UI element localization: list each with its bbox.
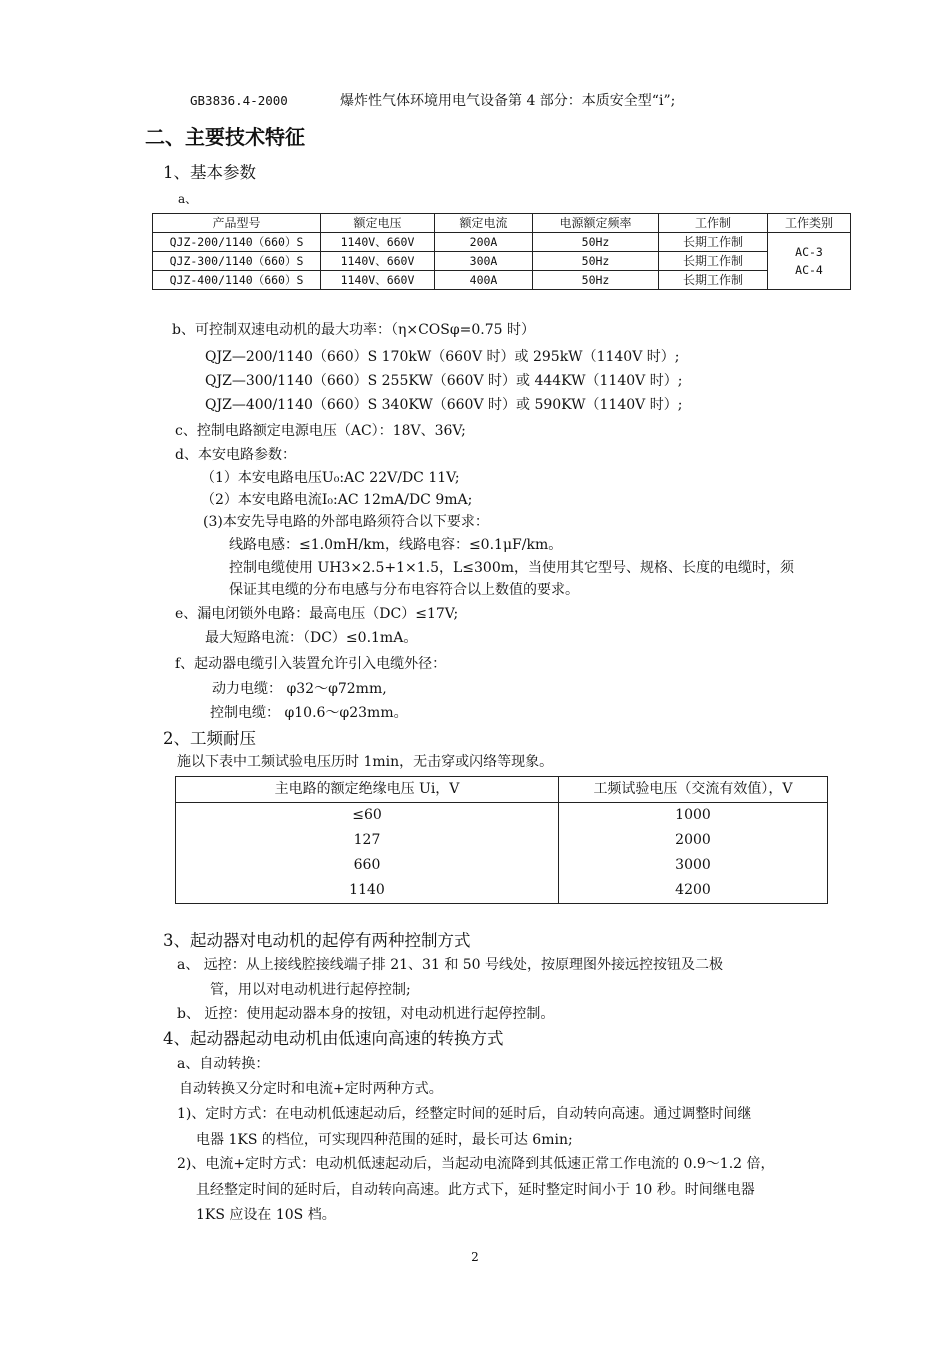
- table-header-cell: 电源额定频率: [533, 214, 659, 233]
- table-header-cell: 主电路的额定绝缘电压 Ui，V: [176, 777, 559, 803]
- item-4-p2-line2: 且经整定时间的延时后，自动转向高速。此方式下，延时整定时间小于 10 秒。时间继电器: [196, 1182, 755, 1198]
- item-f-title: f、起动器电缆引入装置允许引入电缆外径：: [175, 656, 447, 672]
- table-cell: 4200: [559, 878, 828, 904]
- power-line-400: QJZ—400/1140（660）S 340KW（660V 时）或 590KW（1140V 时）;: [205, 397, 683, 413]
- work-category-cell: [768, 233, 851, 290]
- table-cell: 200A: [435, 233, 533, 252]
- item-e2: 最大短路电流：（DC）≤0.1mA。: [205, 630, 418, 646]
- table-header-cell: 工频试验电压（交流有效值），V: [559, 777, 828, 803]
- item-4-p2-line3: 1KS 应设在 10S 档。: [196, 1207, 336, 1223]
- item-a-label: a、: [178, 192, 198, 206]
- table-cell: 127: [176, 828, 559, 853]
- subsection-3-title: 3、起动器对电动机的起停有两种控制方式: [163, 931, 471, 950]
- table-cell: 长期工作制: [659, 233, 768, 252]
- item-e1: e、漏电闭锁外电路：最高电压（DC）≤17V;: [175, 606, 459, 622]
- table-row: [176, 803, 828, 829]
- table-header-cell: 额定电流: [435, 214, 533, 233]
- item-b-title: b、可控制双速电动机的最大功率：（η×COSφ=0.75 时）: [172, 322, 536, 338]
- table-cell: QJZ-400/1140（660）S: [153, 271, 321, 290]
- table-row: [153, 271, 851, 290]
- table-cell: ≤60: [176, 803, 559, 829]
- section-title: 二、主要技术特征: [145, 125, 305, 149]
- table-cell: 1140V、660V: [321, 271, 435, 290]
- item-4-p2-line1: 2)、电流+定时方式：电动机低速起动后，当起动电流降到其低速正常工作电流的 0.9～1.2 倍，: [177, 1156, 775, 1172]
- table-header-row: [153, 214, 851, 233]
- item-d3-line-params: 线路电感：≤1.0mH/km，线路电容：≤0.1μF/km。: [229, 537, 563, 553]
- table-row: [176, 828, 828, 853]
- page-number: 2: [471, 1250, 479, 1264]
- work-category-ac4: AC-4: [795, 263, 823, 277]
- standard-title: 爆炸性气体环境用电气设备第 4 部分：本质安全型“i”;: [340, 93, 676, 109]
- table-header-cell: 工作类别: [768, 214, 851, 233]
- table-cell: 1140: [176, 878, 559, 904]
- table-cell: QJZ-200/1140（660）S: [153, 233, 321, 252]
- table-cell: 1140V、660V: [321, 233, 435, 252]
- table-cell: 50Hz: [533, 252, 659, 271]
- item-4a: a、自动转换：: [177, 1056, 270, 1072]
- item-d2: （2）本安电路电流I₀:AC 12mA/DC 9mA;: [201, 492, 473, 508]
- item-3a-line2: 管，用以对电动机进行起停控制;: [210, 982, 411, 998]
- table-row: [153, 252, 851, 271]
- item-3b: b、 近控：使用起动器本身的按钮，对电动机进行起停控制。: [177, 1006, 555, 1022]
- table-cell: 长期工作制: [659, 252, 768, 271]
- item-4-intro: 自动转换又分定时和电流+定时两种方式。: [179, 1081, 443, 1097]
- subsection-2-title: 2、工频耐压: [163, 729, 256, 748]
- standard-code: GB3836.4-2000: [190, 93, 288, 108]
- table-header-cell: 产品型号: [153, 214, 321, 233]
- basic-parameters-table: [152, 213, 851, 290]
- table-row: [176, 878, 828, 904]
- item-f1: 动力电缆： φ32～φ72mm,: [212, 681, 387, 697]
- work-category-ac3: AC-3: [795, 245, 823, 259]
- table-cell: 300A: [435, 252, 533, 271]
- table-cell: 660: [176, 853, 559, 878]
- item-d3: (3)本安先导电路的外部电路须符合以下要求：: [203, 514, 489, 530]
- table-cell: 长期工作制: [659, 271, 768, 290]
- item-d-title: d、本安电路参数：: [175, 447, 296, 463]
- item-c: c、控制电路额定电源电压（AC）：18V、36V;: [175, 423, 466, 439]
- item-d3-cable-1: 控制电缆使用 UH3×2.5+1×1.5，L≤300m，当使用其它型号、规格、长度的电缆时，须: [229, 560, 795, 576]
- table-cell: 1140V、660V: [321, 252, 435, 271]
- item-d1: （1）本安电路电压U₀:AC 22V/DC 11V;: [201, 470, 460, 486]
- item-d3-cable-2: 保证其电缆的分布电感与分布电容符合以上数值的要求。: [229, 582, 579, 598]
- table-cell: 50Hz: [533, 233, 659, 252]
- power-line-200: QJZ—200/1140（660）S 170kW（660V 时）或 295kW（1140V 时）;: [205, 349, 680, 365]
- table-row: [153, 233, 851, 252]
- table-cell: 1000: [559, 803, 828, 829]
- table-cell: 50Hz: [533, 271, 659, 290]
- item-4-p1-line2: 电器 1KS 的档位，可实现四种范围的延时，最长可达 6min;: [196, 1132, 573, 1148]
- table-cell: 400A: [435, 271, 533, 290]
- table-row: [176, 853, 828, 878]
- table-cell: QJZ-300/1140（660）S: [153, 252, 321, 271]
- table-cell: 3000: [559, 853, 828, 878]
- table-header-cell: 工作制: [659, 214, 768, 233]
- table-cell: 2000: [559, 828, 828, 853]
- power-line-300: QJZ—300/1140（660）S 255KW（660V 时）或 444KW（1140V 时）;: [205, 373, 683, 389]
- item-3a-line1: a、 远控：从上接线腔接线端子排 21、31 和 50 号线处，按原理图外接远控按钮及二极: [177, 957, 724, 973]
- table-header-cell: 额定电压: [321, 214, 435, 233]
- subsection-4-title: 4、起动器起动电动机由低速向高速的转换方式: [163, 1029, 504, 1048]
- item-f2: 控制电缆： φ10.6～φ23mm。: [210, 705, 408, 721]
- subsection-2-intro: 施以下表中工频试验电压历时 1min，无击穿或闪络等现象。: [177, 754, 554, 770]
- withstand-voltage-table: [175, 776, 828, 904]
- table-header-row: [176, 777, 828, 803]
- subsection-1-title: 1、基本参数: [163, 163, 256, 182]
- item-4-p1-line1: 1)、定时方式：在电动机低速起动后，经整定时间的延时后，自动转向高速。通过调整时间继: [177, 1106, 752, 1122]
